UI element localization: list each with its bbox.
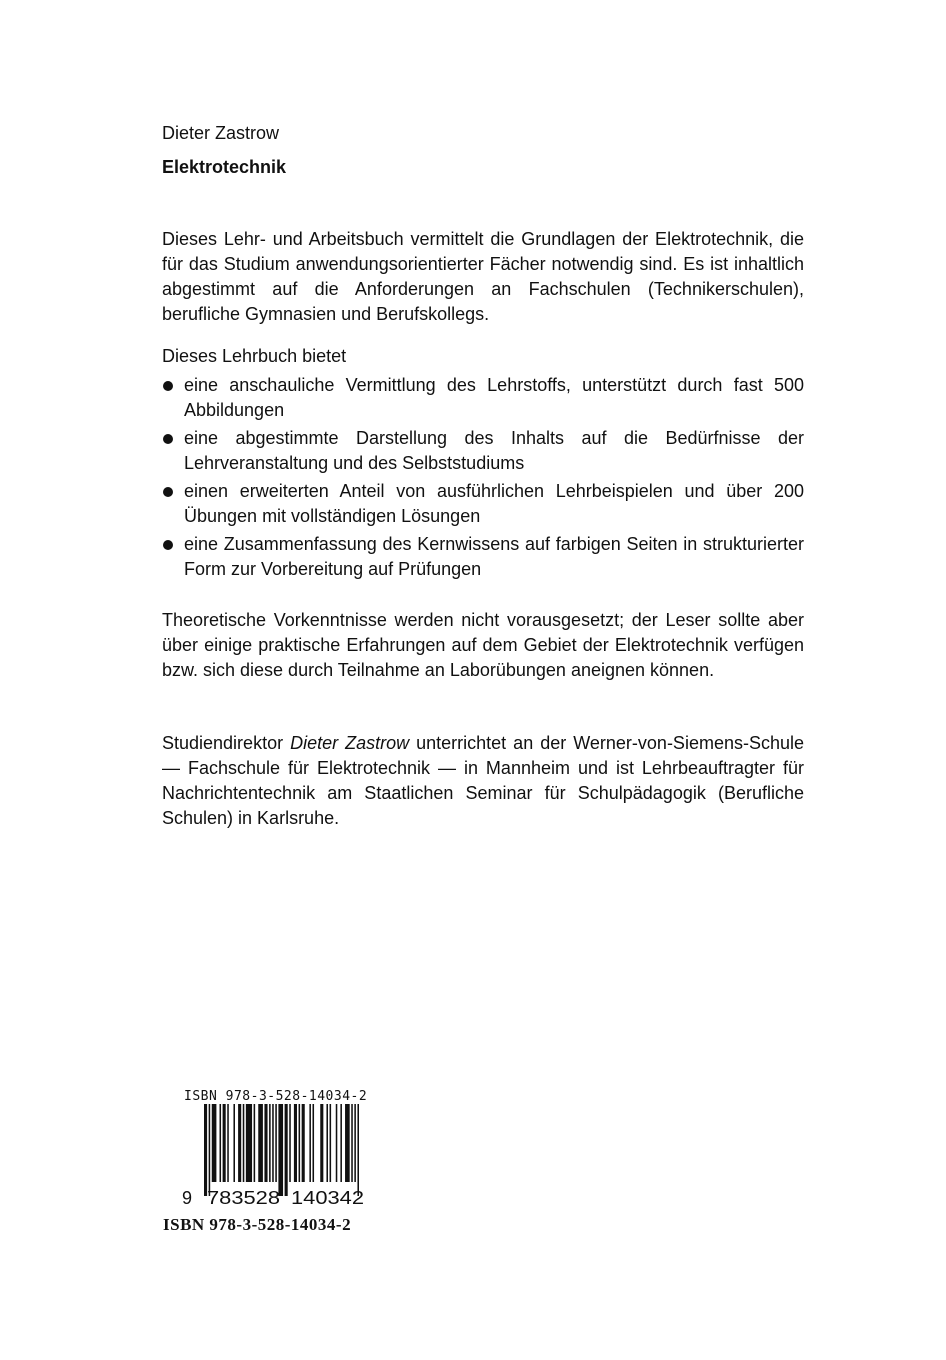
barcode-bar — [336, 1104, 338, 1182]
barcode-bar — [254, 1104, 256, 1182]
list-item — [162, 532, 804, 582]
bullet-icon — [163, 540, 173, 550]
barcode-bar — [233, 1104, 235, 1182]
features-lead: Dieses Lehrbuch bietet — [162, 346, 347, 366]
bullet-icon — [163, 381, 173, 391]
barcode-digits-right: 140342 — [291, 1188, 364, 1208]
barcode-bar — [238, 1104, 241, 1182]
list-item — [162, 373, 804, 423]
barcode-bar — [326, 1104, 328, 1182]
list-item — [162, 479, 804, 529]
bullet-icon — [163, 434, 173, 444]
barcode-bar — [278, 1104, 283, 1196]
barcode-bar — [354, 1104, 356, 1182]
barcode-bar — [309, 1104, 311, 1182]
intro-paragraph: Dieses Lehr- und Arbeitsbuch vermittelt die Grundlagen der Elektrotechnik, die für das Studium anwendungsorientierter Fächer notwendig sind. Es ist inhaltlich abgestimmt auf die Anforderungen an Fachschulen (Technikerschulen), berufliche Gymnasien und Berufskollegs. — [162, 229, 804, 324]
barcode-bar — [294, 1104, 297, 1182]
barcode-bar — [204, 1104, 207, 1196]
barcode-bar — [289, 1104, 291, 1182]
list-item — [162, 426, 804, 476]
barcode-bar — [357, 1104, 359, 1196]
barcode-bar — [209, 1104, 211, 1196]
bio-text: unterrichtet an der Werner-von-Siemens-Schule — Fachschule für Elektrotechnik — in Mannheim und ist Lehrbeauftragter für Nachrichtentechnik am Staatlichen Seminar für Schulpädagogik (Berufliche Schulen) in Karlsruhe. — [162, 733, 804, 828]
bio-prefix: Studiendirektor — [162, 733, 291, 753]
barcode-bar — [313, 1104, 315, 1182]
barcode-bar — [264, 1104, 267, 1182]
barcode-bar — [351, 1104, 353, 1182]
barcode-bars — [204, 1104, 359, 1196]
barcode-digits-left: 783528 — [207, 1188, 280, 1208]
barcode-bar — [227, 1104, 229, 1182]
author-bio — [162, 731, 804, 831]
barcode-bar — [243, 1104, 245, 1182]
list-item-text: eine anschauliche Vermittlung des Lehrstoffs, unterstützt durch fast 500 Abbildungen — [184, 375, 804, 420]
features-list — [162, 373, 804, 582]
barcode-digit-first: 9 — [182, 1188, 193, 1208]
list-item-text: eine abgestimmte Darstellung des Inhalts auf die Bedürfnisse der Lehrveranstaltung und des Selbststudiums — [184, 428, 804, 473]
barcode-bar — [258, 1104, 263, 1182]
barcode-bar — [345, 1104, 350, 1182]
prerequisites-paragraph: Theoretische Vorkenntnisse werden nicht vorausgesetzt; der Leser sollte aber über einige praktische Erfahrungen auf dem Gebiet der Elektrotechnik verfügen bzw. sich diese durch Teilnahme an Laborübungen aneignen können. — [162, 610, 804, 680]
barcode-bar — [330, 1104, 332, 1182]
barcode-isbn-label: ISBN 978-3-528-14034-2 — [184, 1089, 368, 1104]
barcode-bar — [299, 1104, 301, 1182]
barcode-bar — [246, 1104, 252, 1182]
author-name: Dieter Zastrow — [162, 123, 280, 143]
barcode — [180, 1104, 380, 1212]
barcode-bar — [275, 1104, 277, 1182]
barcode-bar — [340, 1104, 342, 1182]
list-item-text: eine Zusammenfassung des Kernwissens auf farbigen Seiten in strukturierter Form zur Vorbereitung auf Prüfungen — [184, 534, 804, 579]
bullet-icon — [163, 487, 173, 497]
list-item-text: einen erweiterten Anteil von ausführlichen Lehrbeispielen und über 200 Übungen mit vollständigen Lösungen — [184, 481, 804, 526]
barcode-bar — [320, 1104, 323, 1182]
barcode-bar — [223, 1104, 226, 1182]
barcode-bar — [302, 1104, 305, 1182]
barcode-bar — [285, 1104, 288, 1196]
book-title: Elektrotechnik — [162, 157, 287, 177]
barcode-bar — [272, 1104, 274, 1182]
barcode-bar — [212, 1104, 217, 1182]
back-cover-content — [162, 120, 804, 831]
barcode-bar — [269, 1104, 271, 1182]
barcode-bar — [220, 1104, 222, 1182]
bio-author-name: Dieter Zastrow — [290, 733, 410, 753]
isbn-number: ISBN 978-3-528-14034-2 — [163, 1215, 352, 1234]
